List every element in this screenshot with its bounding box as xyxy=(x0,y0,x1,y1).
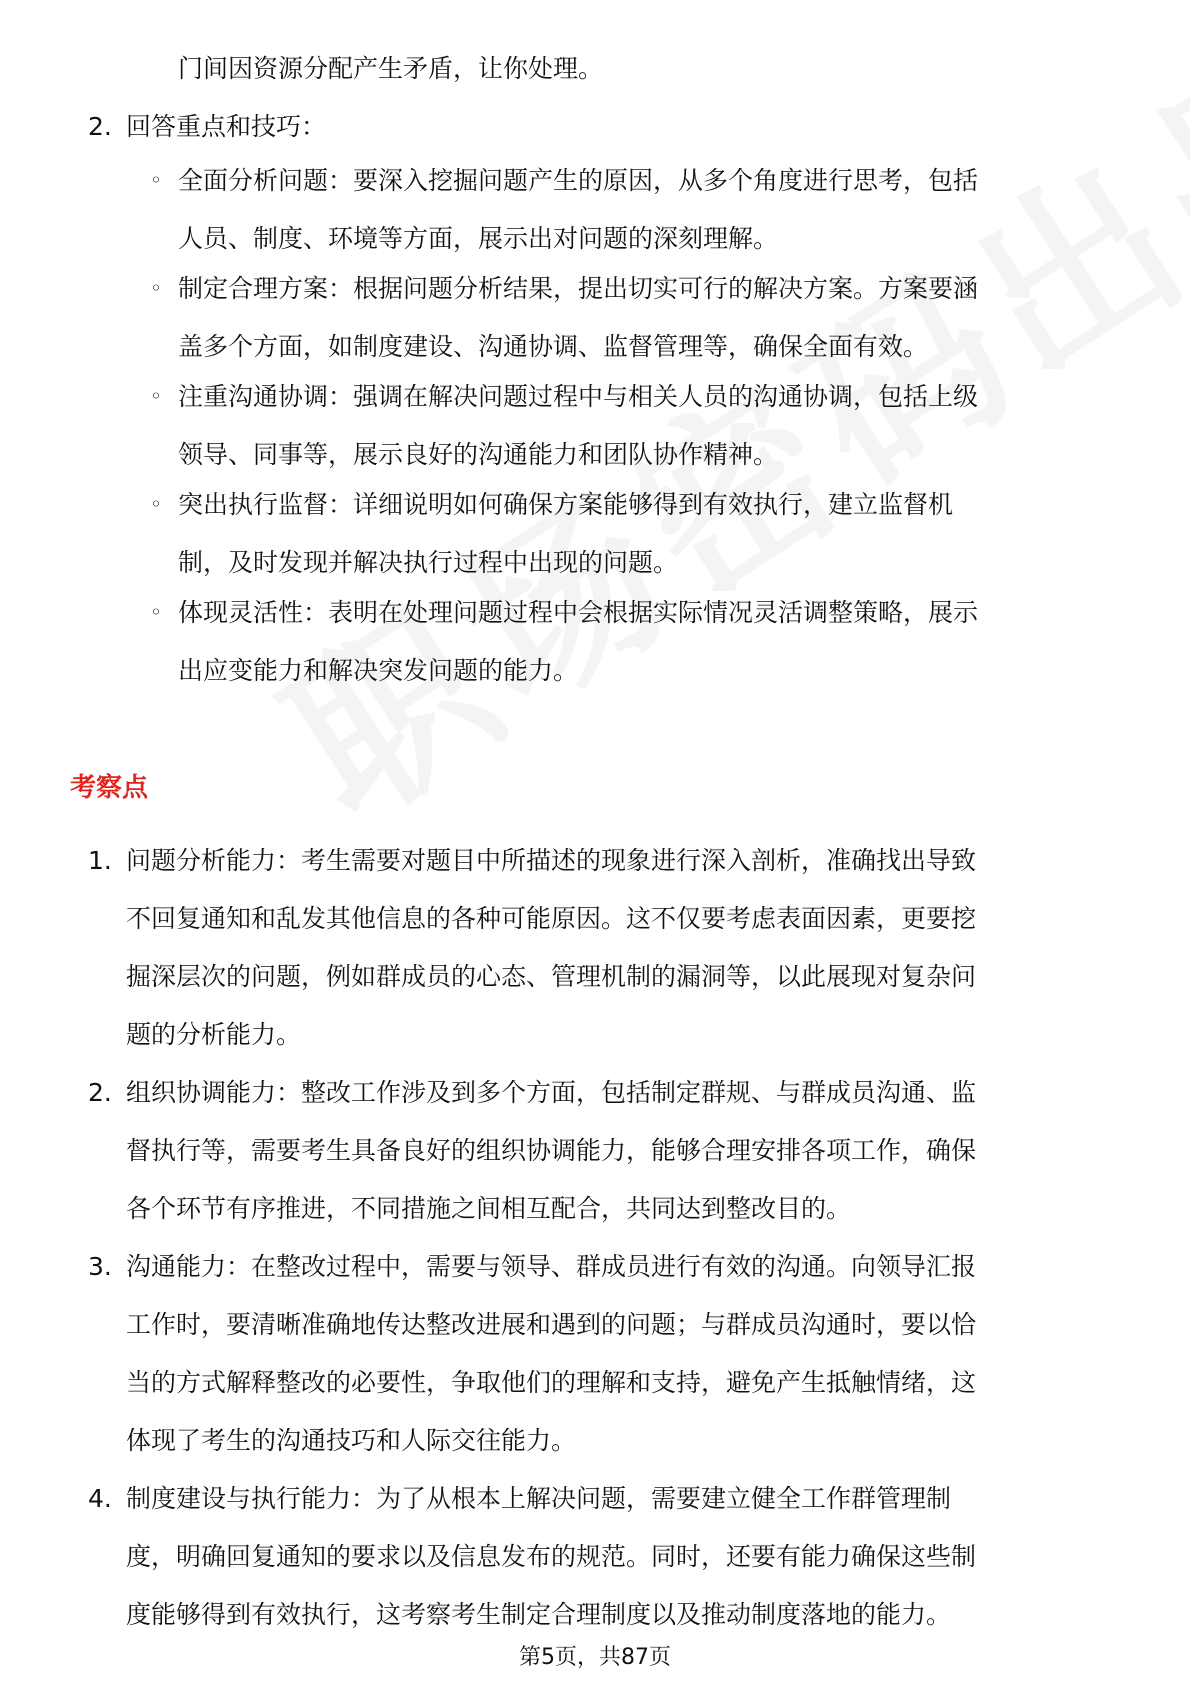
bullet-marker: ◦ xyxy=(150,168,162,192)
bullet-line: 制定合理方案：根据问题分析结果，提出切实可行的解决方案。方案要涵 xyxy=(178,274,979,303)
examine-line: 题的分析能力。 xyxy=(126,1020,302,1049)
examine-text xyxy=(126,1078,1126,1252)
bullet-marker: ◦ xyxy=(150,384,162,408)
list-number: 3. xyxy=(88,1252,112,1281)
answer-tips-title: 回答重点和技巧： xyxy=(126,112,327,141)
examine-line: 掘深层次的问题，例如群成员的心态、管理机制的漏洞等，以此展现对复杂问 xyxy=(126,962,977,991)
bullet-line: 突出执行监督：详细说明如何确保方案能够得到有效执行，建立监督机 xyxy=(178,490,954,519)
bullet-text xyxy=(178,382,1120,498)
examine-line: 问题分析能力：考生需要对题目中所描述的现象进行深入剖析，准确找出导致 xyxy=(126,846,977,875)
bullet-line: 制，及时发现并解决执行过程中出现的问题。 xyxy=(178,548,679,577)
bullet-marker: ◦ xyxy=(150,492,162,516)
examine-line: 度能够得到有效执行，这考察考生制定合理制度以及推动制度落地的能力。 xyxy=(126,1600,952,1629)
bullet-line: 盖多个方面，如制度建设、沟通协调、监督管理等，确保全面有效。 xyxy=(178,332,929,361)
list-number: 4. xyxy=(88,1484,112,1513)
examine-text xyxy=(126,1252,1126,1484)
examine-line: 体现了考生的沟通技巧和人际交往能力。 xyxy=(126,1426,577,1455)
bullet-marker: ◦ xyxy=(150,276,162,300)
bullet-line: 体现灵活性：表明在处理问题过程中会根据实际情况灵活调整策略，展示 xyxy=(178,598,979,627)
bullet-text xyxy=(178,274,1120,390)
examine-line: 制度建设与执行能力：为了从根本上解决问题，需要建立健全工作群管理制 xyxy=(126,1484,952,1513)
bullet-line: 注重沟通协调：强调在解决问题过程中与相关人员的沟通协调，包括上级 xyxy=(178,382,979,411)
examine-line: 当的方式解释整改的必要性，争取他们的理解和支持，避免产生抵触情绪，这 xyxy=(126,1368,977,1397)
examine-line: 各个环节有序推进，不同措施之间相互配合，共同达到整改目的。 xyxy=(126,1194,852,1223)
list-number: 1. xyxy=(88,846,112,875)
bullet-text xyxy=(178,598,1120,714)
examine-line: 组织协调能力：整改工作涉及到多个方面，包括制定群规、与群成员沟通、监 xyxy=(126,1078,977,1107)
examine-line: 督执行等，需要考生具备良好的组织协调能力，能够合理安排各项工作，确保 xyxy=(126,1136,977,1165)
examine-line: 沟通能力：在整改过程中，需要与领导、群成员进行有效的沟通。向领导汇报 xyxy=(126,1252,977,1281)
bullet-marker: ◦ xyxy=(150,600,162,624)
bullet-text xyxy=(178,166,1120,282)
examine-line: 不回复通知和乱发其他信息的各种可能原因。这不仅要考虑表面因素，更要挖 xyxy=(126,904,977,933)
examine-text xyxy=(126,846,1126,1078)
list-number: 2. xyxy=(88,1078,112,1107)
bullet-line: 人员、制度、环境等方面，展示出对问题的深刻理解。 xyxy=(178,224,779,253)
examine-line: 度，明确回复通知的要求以及信息发布的规范。同时，还要有能力确保这些制 xyxy=(126,1542,977,1571)
bullet-line: 出应变能力和解决突发问题的能力。 xyxy=(178,656,579,685)
page-number: 第5页，共87页 xyxy=(519,1645,671,1670)
intro-continuation: 门间因资源分配产生矛盾，让你处理。 xyxy=(178,54,604,83)
section-heading: 考察点 xyxy=(70,773,149,803)
examine-text xyxy=(126,1484,1126,1658)
bullet-line: 领导、同事等，展示良好的沟通能力和团队协作精神。 xyxy=(178,440,779,469)
bullet-line: 全面分析问题：要深入挖掘问题产生的原因，从多个角度进行思考，包括 xyxy=(178,166,979,195)
list-number: 2. xyxy=(88,112,112,141)
examine-line: 工作时，要清晰准确地传达整改进展和遇到的问题；与群成员沟通时，要以恰 xyxy=(126,1310,977,1339)
bullet-text xyxy=(178,490,1120,606)
